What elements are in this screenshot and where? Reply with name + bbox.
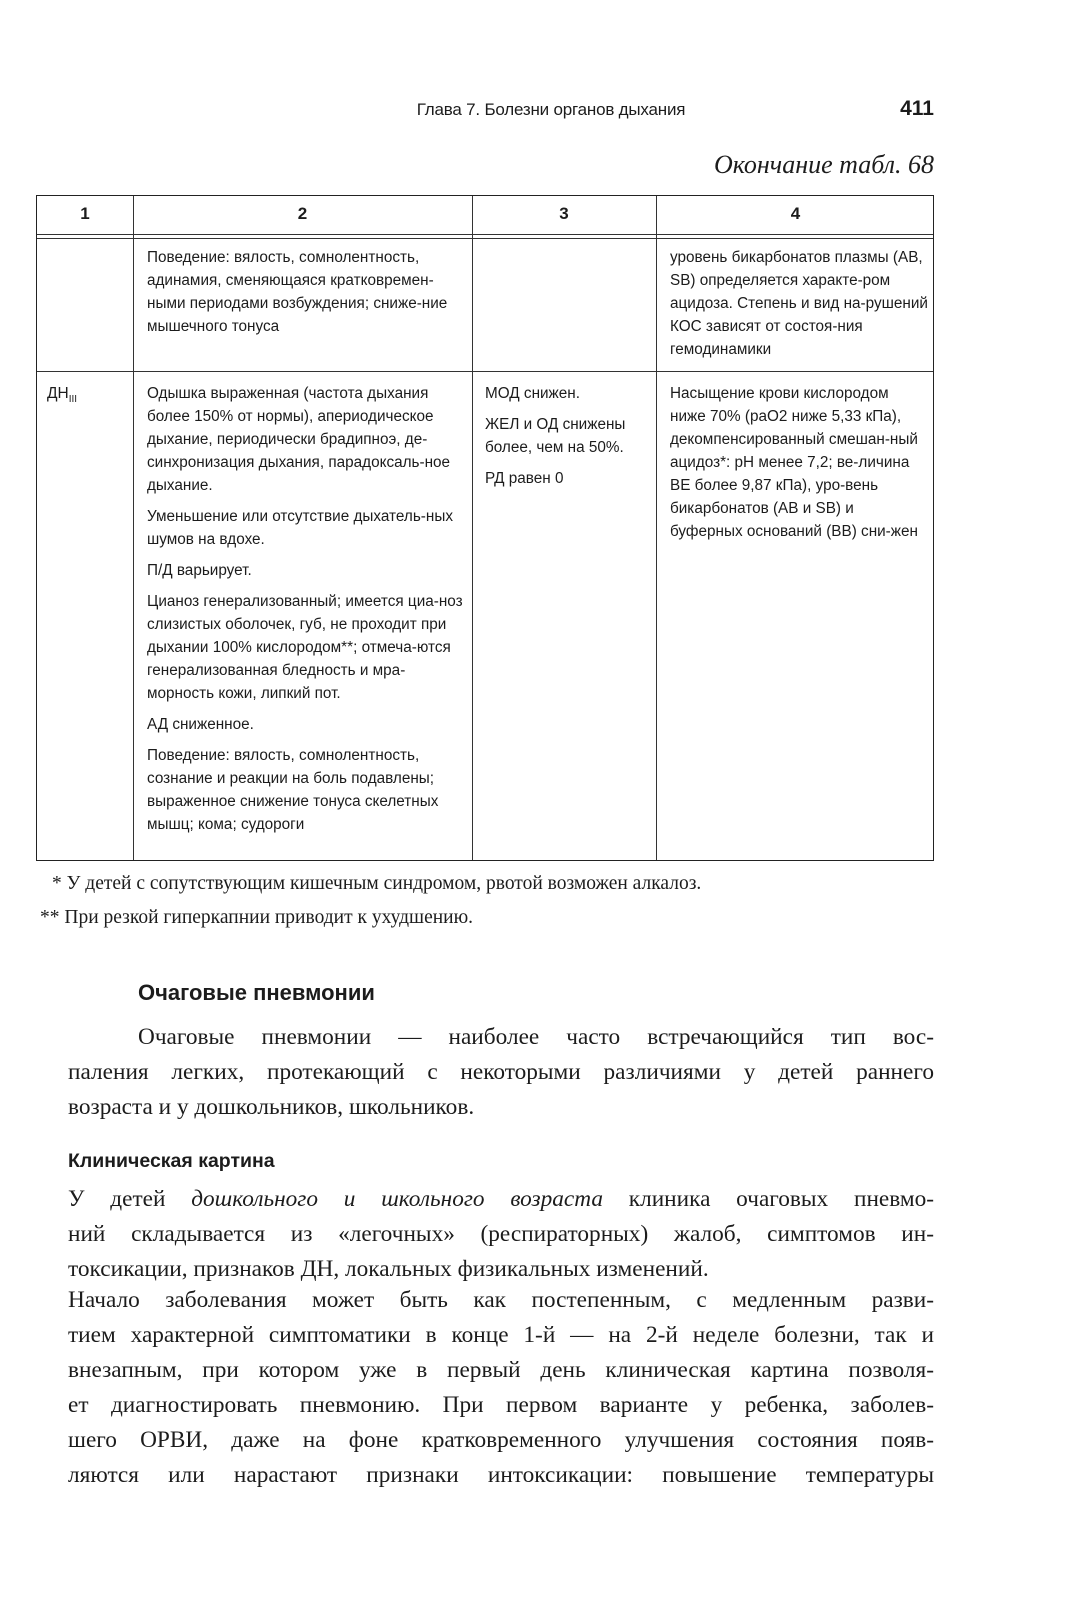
- cell-respiratory-function: [485, 382, 651, 498]
- intro-paragraph: [68, 1020, 934, 1125]
- cell-paragraph: П/Д варьирует.: [147, 562, 252, 579]
- footnote-1: * У детей с сопутствующим кишечным синдромом, рвотой возможен алкалоз.: [52, 873, 702, 894]
- text-line: паления легких, протекающий с некоторыми различиями у детей раннего: [68, 1059, 934, 1085]
- text-line: шего ОРВИ, даже на фоне кратковременного улучшения состояния появ-: [68, 1427, 934, 1453]
- row-label-sub: III: [68, 394, 78, 406]
- col-divider: [133, 196, 134, 860]
- section-heading: Очаговые пневмонии: [138, 980, 375, 1005]
- cell-paragraph: РД равен 0: [485, 470, 564, 487]
- cell-paragraph: Поведение: вялость, сомнолентность, сознание и реакции на боль подавлены; выраженное снижение тонуса скелетных мышц; кома; судороги: [147, 747, 439, 833]
- cell-clinical-signs: [147, 382, 463, 844]
- col-divider: [472, 196, 473, 860]
- cell-paragraph: АД сниженное.: [147, 716, 254, 733]
- cell-text: уровень бикарбонатов плазмы (AB, SB) определяется характе-ром ацидоза. Степень и вид на-рушений КОС зависят от состоя-ния гемодинамики: [670, 249, 928, 358]
- table-caption: Окончание табл. 68: [713, 150, 934, 179]
- cell-blood-gases: [670, 382, 928, 551]
- cell-paragraph: Насыщение крови кислородом ниже 70% (paO2 ниже 5,33 кПа), декомпенсированный смешан-ный ацидоз*: рН менее 7,2; ве-личина BE более 9,87 кПа), уро-вень бикарбонатов (AB и SB) и буферных оснований (BB) сни-жен: [670, 385, 918, 540]
- text-line: возраста и у дошкольников, школьников.: [68, 1094, 475, 1120]
- column-header-3: 3: [559, 204, 569, 223]
- row-label-main: ДН: [47, 385, 69, 402]
- text-run: У детей: [68, 1186, 192, 1212]
- table-68: [36, 195, 934, 861]
- col-divider: [656, 196, 657, 860]
- column-header-1: 1: [80, 204, 90, 223]
- text-line: Начало заболевания может быть как постепенным, с медленным разви-: [68, 1287, 934, 1313]
- clinical-paragraph-1: [68, 1182, 934, 1287]
- row-label-dn3: [47, 382, 77, 411]
- header-divider-double: [37, 238, 933, 239]
- text-line: тием характерной симптоматики в конце 1-й — на 2-й неделе болезни, так и: [68, 1322, 934, 1348]
- cell-paragraph: Одышка выраженная (частота дыхания более 150% от нормы), апериодическое дыхание, периодически брадипноэ, де-синхронизация дыхания, парадоксаль-ное дыхание.: [147, 385, 451, 494]
- text-line: [68, 1182, 934, 1217]
- footnote-2: ** При резкой гиперкапнии приводит к ухудшению.: [40, 907, 474, 928]
- text-line: Очаговые пневмонии — наиболее часто встречающийся тип вос-: [138, 1024, 934, 1050]
- cell-bicarbonate-continued: [670, 246, 928, 369]
- emphasis: дошкольного и школьного возраста: [191, 1186, 603, 1212]
- page-number: 411: [900, 97, 934, 120]
- cell-paragraph: Уменьшение или отсутствие дыхатель-ных шумов на вдохе.: [147, 508, 453, 548]
- cell-paragraph: Цианоз генерализованный; имеется циа-ноз слизистых оболочек, губ, не проходит при дыхании 100% кислородом**; отмеча-ются генерализованная бледность и мра-морность кожи, липкий пот.: [147, 593, 463, 702]
- cell-behavior-continued: [147, 246, 463, 346]
- text-line: ет диагностировать пневмонию. При первом варианте у ребенка, заболев-: [68, 1392, 934, 1418]
- column-header-2: 2: [297, 204, 308, 223]
- text-line: ний складывается из «легочных» (респираторных) жалоб, симптомов ин-: [68, 1221, 934, 1247]
- text-line: токсикации, признаков ДН, локальных физикальных изменений.: [68, 1256, 709, 1282]
- text-line: ляются или нарастают признаки интоксикации: повышение температуры: [68, 1462, 934, 1488]
- text-run: клиника очаговых пневмо-: [602, 1186, 934, 1212]
- running-title: Глава 7. Болезни органов дыхания: [416, 100, 686, 119]
- text-line: внезапным, при котором уже в первый день клиническая картина позволя-: [68, 1357, 934, 1383]
- column-header-4: 4: [790, 204, 801, 223]
- cell-paragraph: ЖЕЛ и ОД снижены более, чем на 50%.: [485, 416, 626, 456]
- cell-paragraph: МОД снижен.: [485, 385, 580, 402]
- clinical-paragraph-2: [68, 1283, 934, 1493]
- row-divider: [37, 371, 933, 372]
- cell-text: Поведение: вялость, сомнолентность, адинамия, сменяющаяся кратковремен-ными периодами возбуждения; сниже-ние мышечного тонуса: [147, 249, 448, 335]
- subheading: Клиническая картина: [68, 1150, 275, 1172]
